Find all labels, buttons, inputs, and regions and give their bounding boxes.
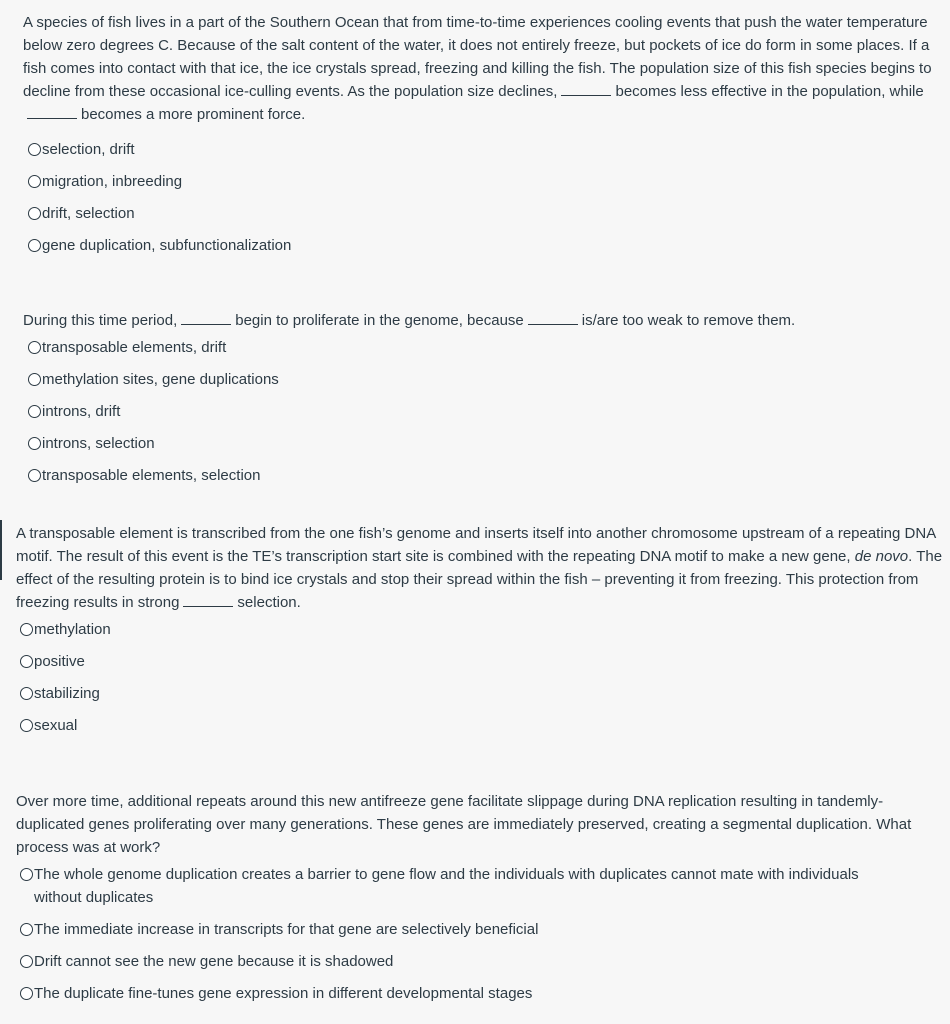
question-4-options — [20, 863, 900, 1005]
option-item[interactable]: selection, drift — [28, 138, 945, 161]
option-item[interactable]: methylation — [20, 618, 946, 641]
option-item[interactable]: transposable elements, drift — [28, 336, 950, 359]
question-2-text: During this time period, begin to proliferate in the genome, because is/are too weak to remove them. — [23, 312, 796, 329]
radio-button[interactable] — [20, 687, 33, 700]
option-item[interactable]: gene duplication, subfunctionalization — [28, 234, 945, 257]
answer-blank — [528, 311, 578, 325]
option-item[interactable]: sexual — [20, 714, 946, 737]
radio-button[interactable] — [28, 207, 41, 220]
answer-blank — [183, 593, 233, 607]
radio-button[interactable] — [20, 719, 33, 732]
radio-button[interactable] — [20, 868, 33, 881]
radio-button[interactable] — [28, 469, 41, 482]
radio-button[interactable] — [28, 143, 41, 156]
answer-blank — [561, 82, 611, 96]
radio-button[interactable] — [28, 239, 41, 252]
question-3-text: A transposable element is transcribed from the one fish’s genome and inserts itself into another chromosome upstream of a repeating DNA motif. The result of this event is the TE’s transcription start site is combined with the repeating DNA motif to make a new gene, de novo. The effect of the resulting protein is to bind ice crystals and stop their spread within the fish – preventing it from freezing. This protection from freezing results in strong selection. — [16, 525, 943, 611]
question-1 — [23, 11, 945, 257]
option-item[interactable]: The duplicate fine-tunes gene expression in different developmental stages — [20, 982, 900, 1005]
question-1-options — [28, 138, 945, 257]
answer-blank — [181, 311, 231, 325]
radio-button[interactable] — [20, 923, 33, 936]
option-item[interactable]: The immediate increase in transcripts for that gene are selectively beneficial — [20, 918, 900, 941]
radio-button[interactable] — [28, 405, 41, 418]
radio-button[interactable] — [20, 655, 33, 668]
option-item[interactable]: stabilizing — [20, 682, 946, 705]
question-3-options — [20, 618, 946, 737]
radio-button[interactable] — [20, 623, 33, 636]
option-item[interactable]: migration, inbreeding — [28, 170, 945, 193]
answer-blank — [27, 105, 77, 119]
option-item[interactable]: introns, drift — [28, 400, 950, 423]
question-2 — [23, 309, 950, 487]
radio-button[interactable] — [20, 955, 33, 968]
question-3 — [16, 522, 946, 737]
question-4 — [16, 790, 946, 1005]
radio-button[interactable] — [28, 341, 41, 354]
radio-button[interactable] — [20, 987, 33, 1000]
radio-button[interactable] — [28, 437, 41, 450]
option-item[interactable]: methylation sites, gene duplications — [28, 368, 950, 391]
question-divider — [0, 520, 2, 580]
option-item[interactable]: positive — [20, 650, 946, 673]
radio-button[interactable] — [28, 175, 41, 188]
option-item[interactable]: The whole genome duplication creates a barrier to gene flow and the individuals with duplicates cannot mate with individuals without duplicates — [20, 863, 900, 909]
question-2-options — [28, 336, 950, 487]
option-item[interactable]: Drift cannot see the new gene because it is shadowed — [20, 950, 900, 973]
option-item[interactable]: introns, selection — [28, 432, 950, 455]
question-4-text: Over more time, additional repeats around this new antifreeze gene facilitate slippage during DNA replication resulting in tandemly-duplicated genes proliferating over many generations. These genes are immediately preserved, creating a segmental duplication. What process was at work? — [16, 793, 912, 856]
question-1-text: A species of fish lives in a part of the Southern Ocean that from time-to-time experiences cooling events that push the water temperature below zero degrees C. Because of the salt content of the water, it does not entirely freeze, but pockets of ice do form in some places. If a fish comes into contact with that ice, the ice crystals spread, freezing and killing the fish. The population size of this fish species begins to decline from these occasional ice-culling events. As the population size declines, becomes less effective in the population, whilebecomes a more prominent force. — [23, 14, 932, 123]
option-item[interactable]: drift, selection — [28, 202, 945, 225]
option-item[interactable]: transposable elements, selection — [28, 464, 950, 487]
radio-button[interactable] — [28, 373, 41, 386]
